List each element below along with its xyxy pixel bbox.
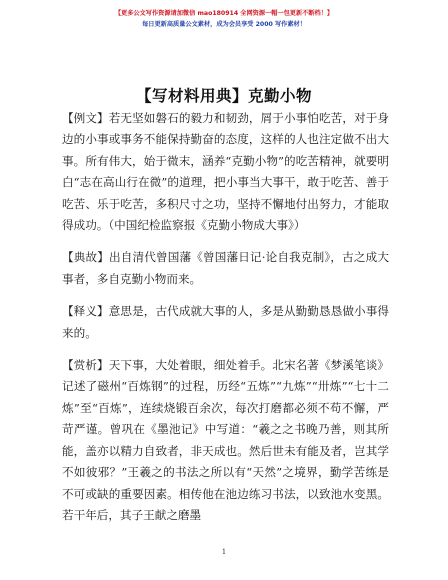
paragraph-appreciation	[62, 355, 389, 526]
paragraph-text: 出自清代曾国藩《曾国藩日记·论自我克制》，古之成大事者，多自克勤小物而来。	[62, 250, 389, 286]
promo-banner	[0, 8, 448, 30]
paragraph-text: 意思是，古代成就大事的人，多是从勤勤恳恳做小事得来的。	[62, 304, 389, 340]
paragraph-definition	[62, 301, 389, 344]
paragraph-text: 天下事，大处着眼，细处着手。北宋名著《梦溪笔谈》记述了磁州“百炼钢”的过程，历经“五炼”“九炼”“卅炼”“七十二炼”至“百炼”，连续烧锻百余次，每次打磨都必须不苟不懈，严苛严谨。曾巩在《墨池记》中写道：“羲之之书晚乃善，则其所能，盖亦以精力自致者，非天成也。然后世未有能及者，岂其学不如彼邪？”王羲之的书法之所以有“天然”之境界，勤学苦练是不可或缺的重要因素。相传他在池边练习书法，以致池水变黑。若干年后，其子王献之磨墨	[62, 358, 389, 522]
promo-banner-line-2: 每日更新高质量公文素材，成为会员享受 2000 写作素材！	[142, 21, 306, 28]
paragraph-allusion	[62, 247, 389, 290]
paragraph-tag: 【典故】	[62, 250, 110, 265]
document-title: 【写材料用典】克勤小物	[135, 86, 312, 105]
promo-banner-line-1: 【更多公文写作资源请加微信 mao180914 全网资源一帽一包更新不断档！】	[114, 10, 334, 17]
document-body	[62, 108, 389, 537]
paragraph-tag: 【例文】	[62, 111, 109, 125]
paragraph-tag: 【释义】	[62, 304, 109, 319]
page-number: 1	[221, 548, 227, 556]
paragraph-text: 若无坚如磐石的毅力和韧劲，屑于小事怕吃苦，对于身边的小事或事务不能保持勤奋的态度，这样的人也注定做不出大事。所有伟大，始于微末，涵养“克勤小物”的吃苦精神，就要明白“志在高山行在微”的道理，把小事当大事干，敢于吃苦、善于吃苦、乐于吃苦，多积尺寸之功，坚持不懈地付出努力，才能取得成功。（中国纪检监察报《克勤小物成大事》）	[62, 111, 389, 233]
paragraph-example	[62, 108, 389, 236]
paragraph-tag: 【赏析】	[62, 358, 109, 373]
